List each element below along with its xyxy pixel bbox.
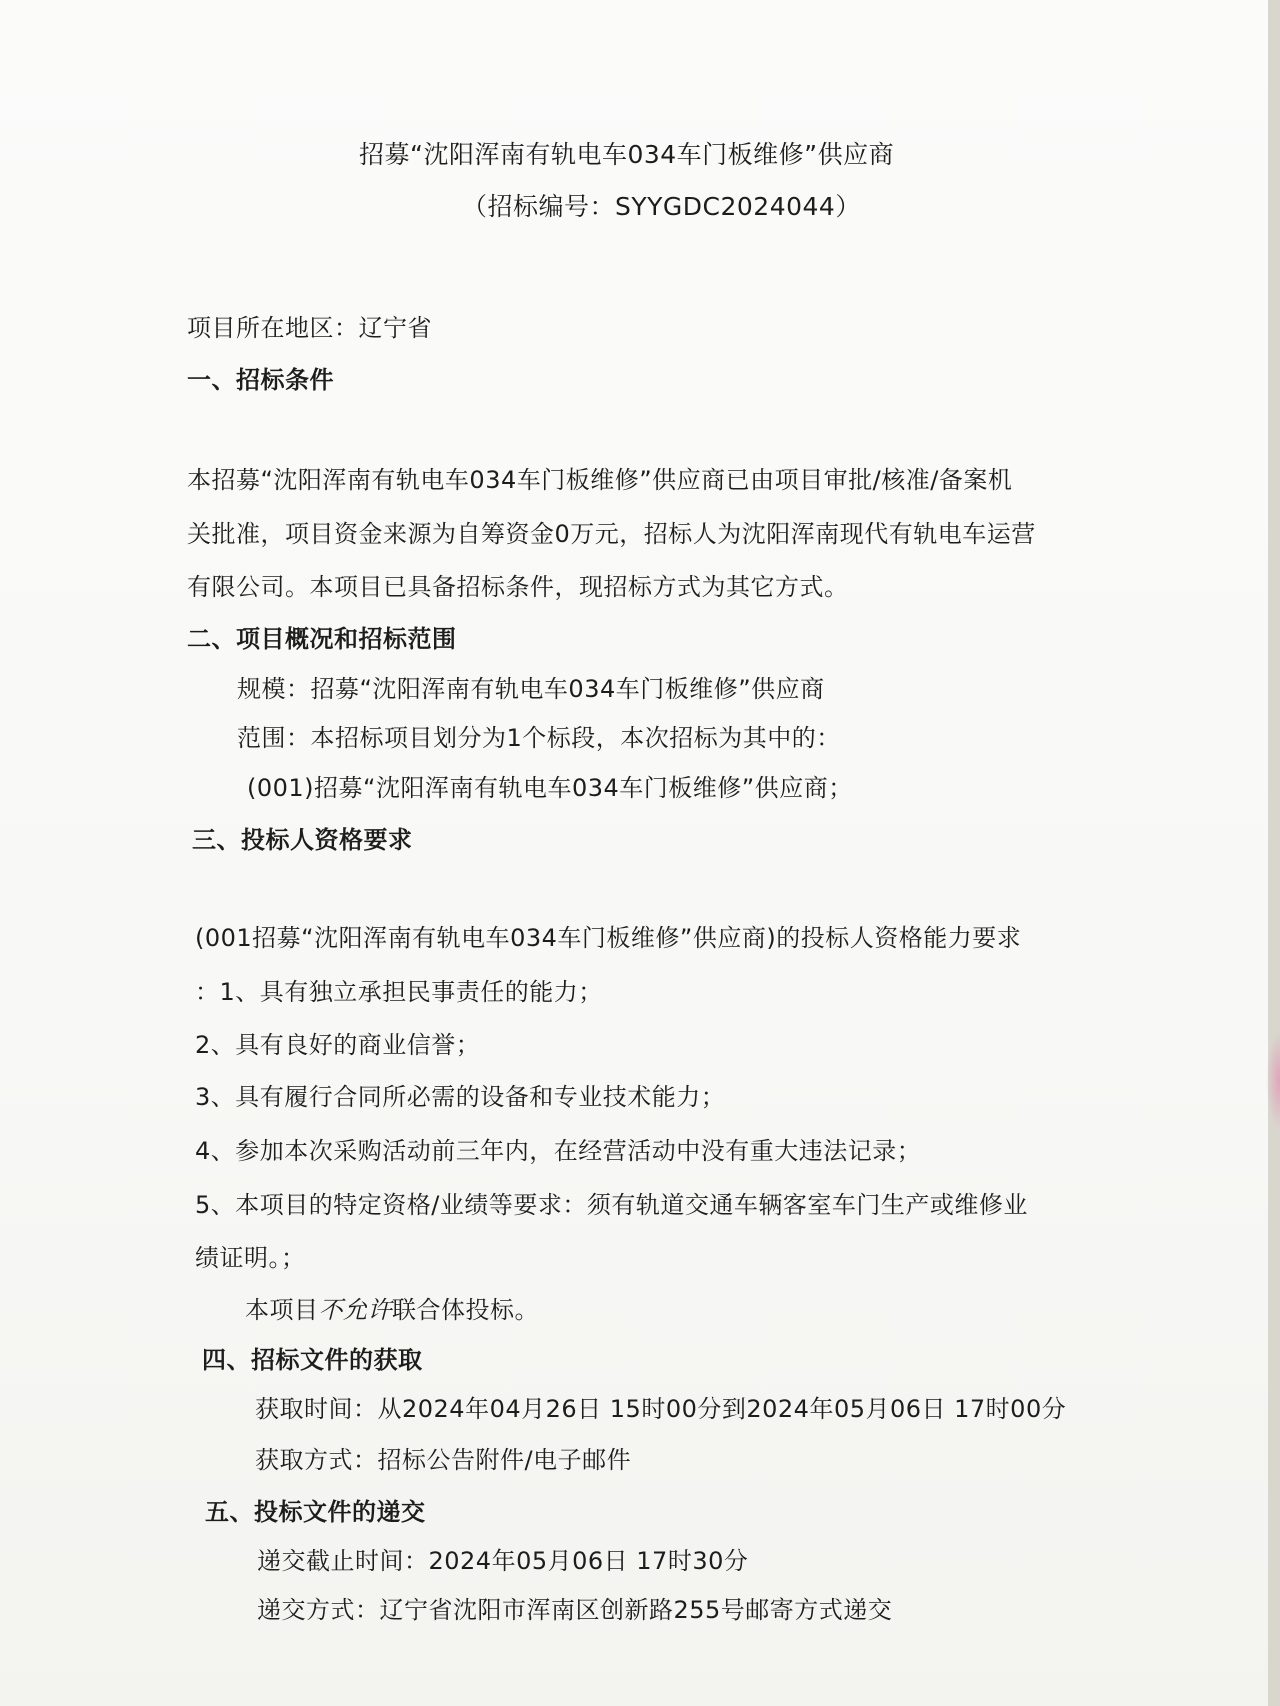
section1-line: 有限公司。本项目已具备招标条件，现招标方式为其它方式。: [187, 573, 849, 601]
section1-heading: 一、招标条件: [187, 366, 334, 394]
submission-deadline: 递交截止时间：2024年05月06日 17时30分: [257, 1547, 749, 1575]
section5-heading: 五、投标文件的递交: [205, 1498, 426, 1526]
section1-line: 关批准，项目资金来源为自筹资金0万元，招标人为沈阳浑南现代有轨电车运营: [187, 520, 1036, 548]
section2-scope: 范围：本招标项目划分为1个标段，本次招标为其中的：: [237, 724, 841, 752]
page-edge-shadow: [1268, 0, 1280, 1706]
qualification-item: 3、具有履行合同所必需的设备和专业技术能力；: [195, 1083, 726, 1111]
section1-line: 本招募“沈阳浑南有轨电车034车门板维修”供应商已由项目审批/核准/备案机: [187, 466, 1013, 494]
acquisition-method: 获取方式：招标公告附件/电子邮件: [255, 1446, 632, 1474]
qualification-item: 绩证明。；: [195, 1244, 306, 1272]
pink-stamp-edge: [1266, 1030, 1280, 1130]
qualification-item: 2、具有良好的商业信誉；: [195, 1031, 481, 1059]
consortium-handwritten: 不允许: [318, 1296, 392, 1324]
qualification-item: ：1、具有独立承担民事责任的能力；: [195, 978, 603, 1006]
bid-number: （招标编号：SYYGDC2024044）: [462, 192, 861, 221]
consortium-suffix: 联合体投标。: [392, 1296, 539, 1324]
project-region: 项目所在地区：辽宁省: [187, 314, 432, 342]
section2-lot: (001)招募“沈阳浑南有轨电车034车门板维修”供应商；: [247, 774, 853, 802]
document-title: 招募“沈阳浑南有轨电车034车门板维修”供应商: [359, 140, 895, 169]
qualification-item: 4、参加本次采购活动前三年内，在经营活动中没有重大违法记录；: [195, 1137, 922, 1165]
section3-intro: (001招募“沈阳浑南有轨电车034车门板维修”供应商)的投标人资格能力要求: [195, 924, 1022, 952]
qualification-item: 5、本项目的特定资格/业绩等要求：须有轨道交通车辆客室车门生产或维修业: [195, 1191, 1028, 1219]
acquisition-time: 获取时间：从2024年04月26日 15时00分到2024年05月06日 17时00分: [255, 1395, 1067, 1423]
consortium-prefix: 本项目: [245, 1296, 319, 1324]
section4-heading: 四、招标文件的获取: [202, 1346, 423, 1374]
submission-method: 递交方式：辽宁省沈阳市浑南区创新路255号邮寄方式递交: [257, 1596, 893, 1624]
section3-heading: 三、投标人资格要求: [192, 826, 413, 854]
consortium-line: [245, 1295, 539, 1325]
section2-heading: 二、项目概况和招标范围: [187, 625, 457, 653]
section2-scale: 规模：招募“沈阳浑南有轨电车034车门板维修”供应商: [237, 675, 825, 703]
